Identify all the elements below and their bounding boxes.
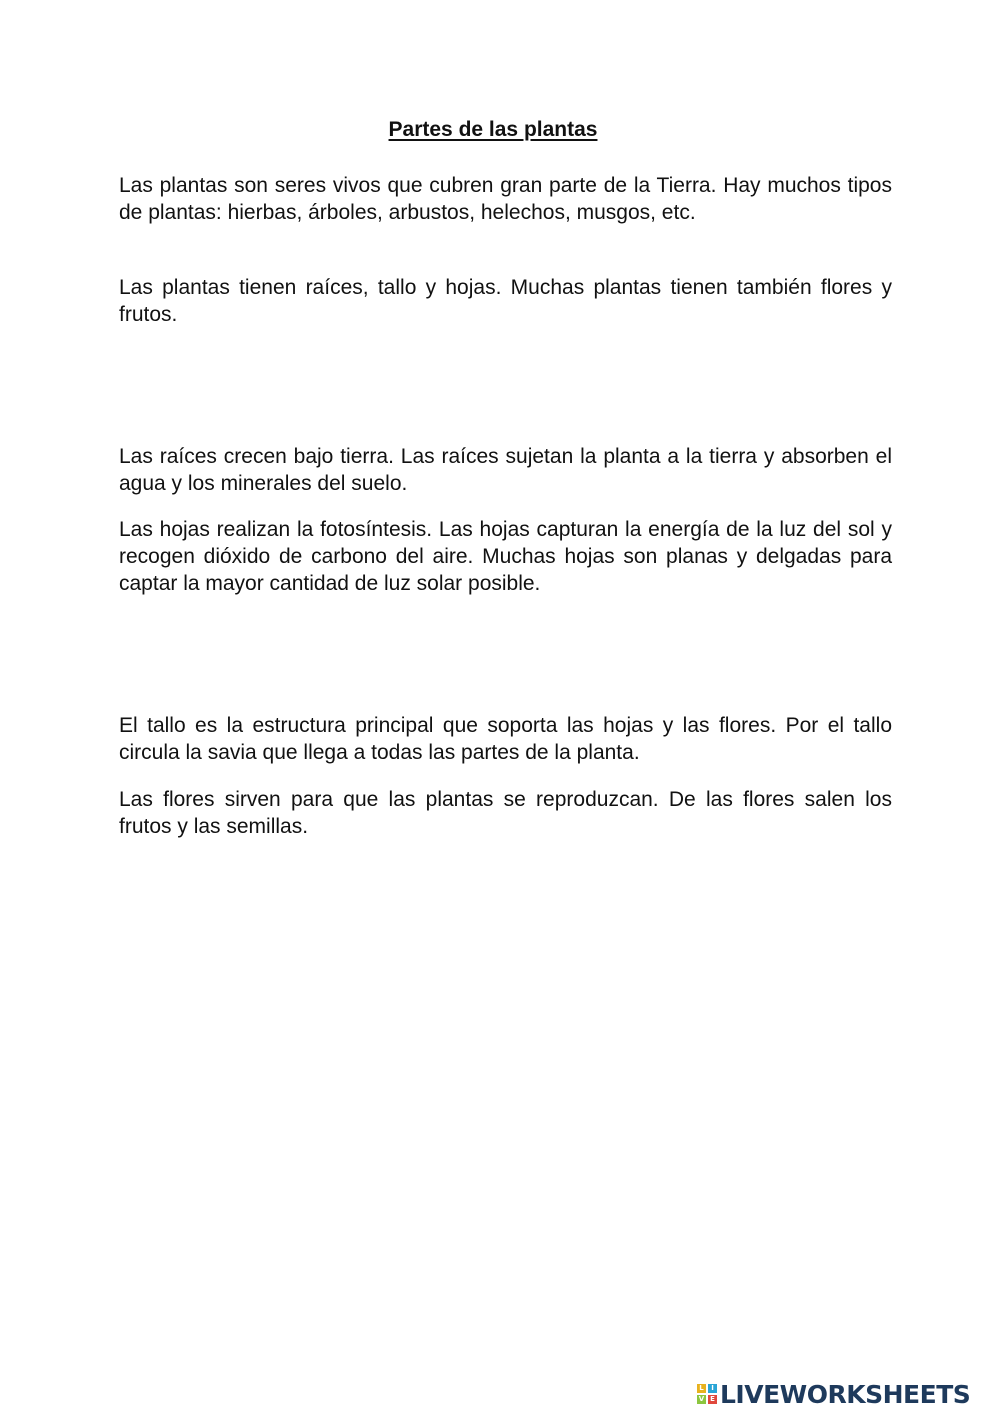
liveworksheets-logo-icon: L I V E	[697, 1384, 717, 1404]
page-title: Partes de las plantas	[388, 118, 598, 141]
paragraph-intro: Las plantas son seres vivos que cubren gran parte de la Tierra. Hay muchos tipos de plantas: hierbas, árboles, arbustos, helechos, musgos, etc.	[119, 174, 892, 224]
paragraph-flowers: Las flores sirven para que las plantas se reproduzcan. De las flores salen los frutos y las semillas.	[119, 788, 892, 838]
liveworksheets-watermark	[697, 1378, 970, 1410]
paragraph-stem: El tallo es la estructura principal que soporta las hojas y las flores. Por el tallo circula la savia que llega a todas las partes de la planta.	[119, 714, 892, 764]
paragraph-roots: Las raíces crecen bajo tierra. Las raíces sujetan la planta a la tierra y absorben el agua y los minerales del suelo.	[119, 445, 892, 495]
watermark-text: LIVEWORKSHEETS	[720, 1379, 971, 1409]
paragraph-leaves: Las hojas realizan la fotosíntesis. Las hojas capturan la energía de la luz del sol y recogen dióxido de carbono del aire. Muchas hojas son planas y delgadas para captar la mayor cantidad de luz solar posible.	[119, 518, 892, 595]
paragraph-parts: Las plantas tienen raíces, tallo y hojas. Muchas plantas tienen también flores y frutos.	[119, 276, 892, 326]
